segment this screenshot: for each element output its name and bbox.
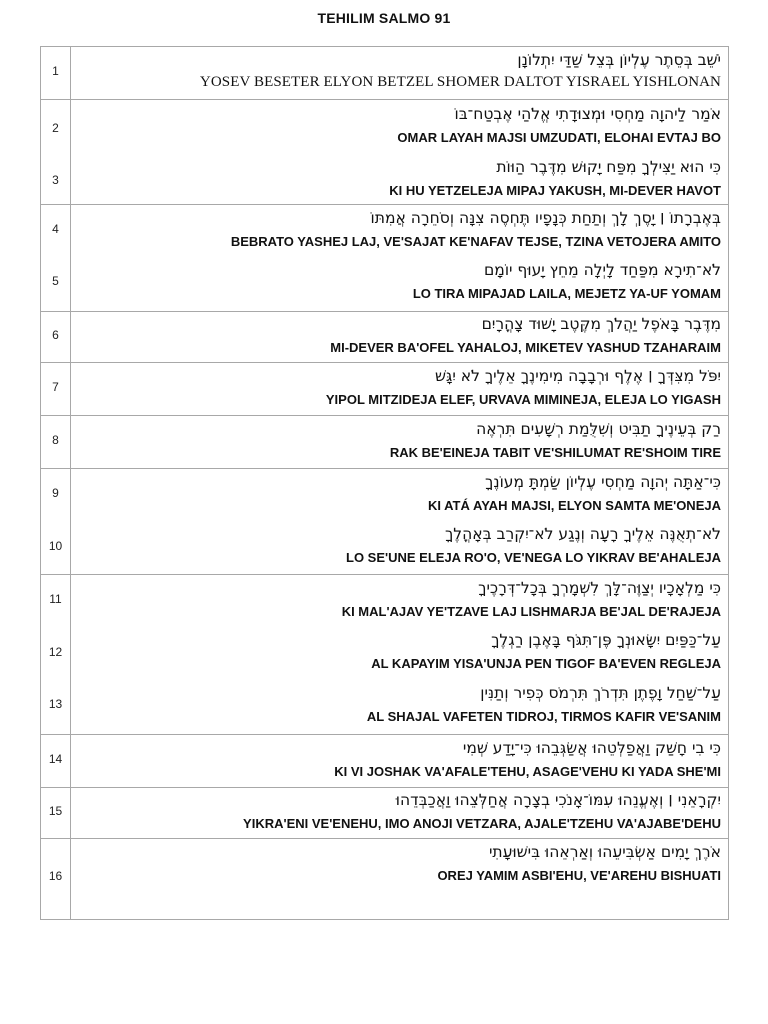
transliteration-text: KI VI JOSHAK VA'AFALE'TEHU, ASAGE'VEHU KI YADA SHE'MI [334,764,721,779]
verse-text-cell [71,839,729,920]
hebrew-text: כִּי הוּא יַצִּילְךָ מִפַּח יָקוּשׁ מִדֶּבֶר הַוּוֹת [496,158,721,176]
transliteration-text: YIKRA'ENI VE'ENEHU, IMO ANOJI VETZARA, AJALE'TZEHU VA'AJABE'DEHU [243,816,721,831]
hebrew-text: לֹא־תְאֻנֶּה אֵלֶיךָ רָעָה וְנֶגַע לֹא־יִקְרַב בְּאָהֳלֶךָ [444,525,721,543]
verse-text-cell [71,788,729,839]
transliteration-text: LO TIRA MIPAJAD LAILA, MEJETZ YA-UF YOMAM [412,286,721,301]
verse-number-cell [41,839,71,920]
verse-number-cell [41,735,71,788]
verse-number-cell [41,312,71,363]
verse-number-cell [41,47,71,100]
verse-number: 8 [52,433,59,447]
transliteration-text: KI ATÁ AYAH MAJSI, ELYON SAMTA ME'ONEJA [428,498,721,513]
verse-number: 9 [52,486,59,500]
verse-number-cell [41,575,71,735]
hebrew-text: עַל־כַּפַּיִם יִשָּׂאוּנְךָ פֶּן־תִּגֹּף בָּאֶבֶן רַגְלֶךָ [491,631,721,649]
table-row [41,47,729,100]
table-row [41,469,729,575]
verse-number: 3 [52,173,59,187]
transliteration-text: LO SE'UNE ELEJA RO'O, VE'NEGA LO YIKRAV BE'AHALEJA [346,550,721,565]
verse-number: 15 [48,804,63,818]
verse-number: 13 [48,697,63,711]
verse-number: 11 [49,592,62,606]
hebrew-text: רַק בְּעֵינֶיךָ תַבִּיט וְשִׁלֻּמַת רְשָׁעִים תִּרְאֶה [476,420,721,438]
verse-text-cell [71,47,729,100]
verse-number: 6 [52,328,59,342]
verse-number: 1 [52,64,59,78]
verse-text-cell [71,575,729,735]
verse-number: 4 [52,222,59,236]
transliteration-text: OMAR LAYAH MAJSI UMZUDATI, ELOHAI EVTAJ BO [397,130,721,145]
transliteration-text: YOSEV BESETER ELYON BETZEL SHOMER DALTOT YISRAEL YISHLONAN [199,74,721,90]
verse-number-cell [41,416,71,469]
verse-number: 12 [48,645,63,659]
table-row [41,312,729,363]
verse-text-cell [71,469,729,575]
hebrew-text: יֹשֵׁב בְּסֵתֶר עֶלְיוֹן בְּצֵל שַׁדַּי יִתְלוֹנָן [517,51,721,69]
verse-number: 5 [52,274,59,288]
verse-number-cell [41,469,71,575]
verse-number-cell [41,205,71,312]
table-row [41,100,729,205]
psalm-table [40,46,729,920]
transliteration-text: AL KAPAYIM YISA'UNJA PEN TIGOF BA'EVEN REGLEJA [371,656,721,671]
hebrew-text: בְּאֶבְרָתוֹ ׀ יָסֶךְ לָךְ וְתַחַת כְּנָפָיו תֶּחְסֶה צִנָּה וְסֹחֵרָה אֲמִתּוֹ [370,209,721,227]
verse-text-cell [71,205,729,312]
transliteration-text: KI MAL'AJAV YE'TZAVE LAJ LISHMARJA BE'JAL DE'RAJEJA [341,604,721,619]
verse-text-cell [71,416,729,469]
page-title: TEHILIM SALMO 91 [317,10,451,26]
hebrew-text: כִּי מַלְאָכָיו יְצַוֶּה־לָּךְ לִשְׁמָרְךָ בְּכָל־דְּרָכֶיךָ [478,579,721,597]
verse-text-cell [71,100,729,205]
table-row [41,839,729,920]
verse-number: 16 [48,869,63,883]
hebrew-text: יִקְרָאֵנִי ׀ וְאֶעֱנֵהוּ עִמּוֹ־אָנֹכִי בְצָרָה אֲחַלְּצֵהוּ וַאֲכַבְּדֵהוּ [395,791,721,809]
hebrew-text: לֹא־תִירָא מִפַּחַד לָיְלָה מֵחֵץ יָעוּף יוֹמָם [484,261,721,279]
hebrew-text: עַל־שַׁחַל וָפֶתֶן תִּדְרֹךְ תִּרְמֹס כְּפִיר וְתַנִּין [480,684,721,702]
hebrew-text: כִּי בִי חָשַׁק וַאֲפַלְּטֵהוּ אֲשַׂגְּבֵהוּ כִּי־יָדַע שְׁמִי [462,739,721,757]
table-row [41,735,729,788]
table-row [41,416,729,469]
hebrew-text: מִדֶּבֶר בָּאֹפֶל יַהֲלֹךְ מִקֶּטֶב יָשׁוּד צָהֳרָיִם [481,315,721,333]
transliteration-text: AL SHAJAL VAFETEN TIDROJ, TIRMOS KAFIR VE'SANIM [366,709,721,724]
verse-number-cell [41,363,71,416]
verse-number: 7 [52,380,59,394]
verse-text-cell [71,312,729,363]
transliteration-text: BEBRATO YASHEJ LAJ, VE'SAJAT KE'NAFAV TEJSE, TZINA VETOJERA AMITO [230,234,721,249]
hebrew-text: אֹרֶךְ יָמִים אַשְׂבִּיעֵהוּ וְאַרְאֵהוּ בִּישׁוּעָתִי [488,843,721,861]
transliteration-text: RAK BE'EINEJA TABIT VE'SHILUMAT RE'SHOIM TIRE [389,445,721,460]
table-row [41,575,729,735]
transliteration-text: OREJ YAMIM ASBI'EHU, VE'AREHU BISHUATI [437,868,721,883]
verse-number: 10 [48,539,63,553]
table-row [41,363,729,416]
verse-number-cell [41,100,71,205]
hebrew-text: יִפֹּל מִצִּדְּךָ ׀ אֶלֶף וּרְבָבָה מִימִינֶךָ אֵלֶיךָ לֹא יִגָּשׁ [434,367,721,385]
verse-number: 2 [52,121,59,135]
table-row [41,205,729,312]
transliteration-text: KI HU YETZELEJA MIPAJ YAKUSH, MI-DEVER HAVOT [389,183,721,198]
hebrew-text: כִּי־אַתָּה יְהוָה מַחְסִי עֶלְיוֹן שַׂמְתָּ מְעוֹנֶךָ [485,473,721,491]
hebrew-text: אֹמַר לַיהוָה מַחְסִי וּמְצוּדָתִי אֱלֹהַי אֶבְטַח־בּוֹ [454,105,721,123]
transliteration-text: MI-DEVER BA'OFEL YAHALOJ, MIKETEV YASHUD TZAHARAIM [330,340,721,355]
verse-number: 14 [48,752,63,766]
verse-text-cell [71,363,729,416]
verse-text-cell [71,735,729,788]
table-row [41,788,729,839]
transliteration-text: YIPOL MITZIDEJA ELEF, URVAVA MIMINEJA, ELEJA LO YIGASH [325,392,721,407]
verse-number-cell [41,788,71,839]
